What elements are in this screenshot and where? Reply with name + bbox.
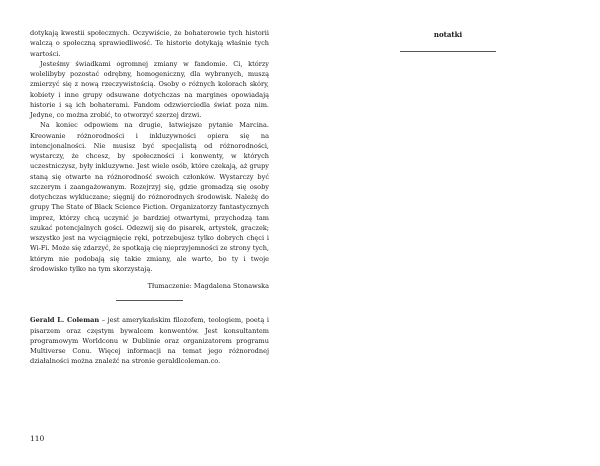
author-name: Gerald L. Coleman (30, 316, 100, 325)
author-bio (30, 315, 269, 366)
section-divider (116, 300, 183, 301)
left-column (30, 28, 269, 367)
paragraph-continuation: dotykają kwestii społecznych. Oczywiście, że bohaterowie tych historii walczą o społeczną sprawiedliwość. Te historie dotykają właśnie tych wartości. (30, 29, 269, 58)
author-bio-text: – jest amerykańskim filozofem, teologiem, poetą i pisarzem oraz częstym bywalcem konwentów. Jest konsultantem programowym Worldconu w Dublinie oraz organizatorem programu Multiverse Conu. Więcej informacji na temat jego różnorodnej działalności można znaleźć na stronie geraldlcoleman.co. (30, 316, 269, 366)
notes-column (400, 30, 496, 52)
translator-credit: Tłumaczenie: Magdalena Stonawska (147, 282, 269, 290)
notes-heading: notatki (433, 30, 463, 39)
paragraph-fandom-change: Jesteśmy świadkami ogromnej zmiany w fandomie. Ci, którzy wolelibyby pozostać odrębny, homogeniczny, dla wybranych, muszą zmierzyć się z nową rzeczywistością. Osoby o różnych kolorach skóry, kobiety i inne grupy odsuwane dotychczas na margines opowiadają historie i są ich bohaterami. Fandom odzwierciedla świat poza nim. Jedyne, co można zrobić, to otworzyć szerzej drzwi. (30, 59, 269, 119)
notes-line (400, 51, 496, 52)
paragraph-answer: Na koniec odpowiem na drugie, łatwiejsze pytanie Marcina. Kreowanie różnorodności i inkluzywności opiera się na intencjonalności. Nie musisz być specjalistą od różnorodności, wystarczy, że chcesz, by społeczności i konwenty, w których uczestniczysz, były inkluzywne. Jest wiele osób, które czekają, aż grupy staną się otwarte na różnorodność swoich członków. Wystarczy być szczerym i zaangażowanym. Rozejrzyj się, gdzie gromadzą się osoby dotychczas wykluczane; sięgnij do różnorodnych środowisk. Należę do grupy The State of Black Science Fiction. Organizatorzy fantastycznych imprez, którzy chcą uczynić je bardziej otwartymi, przychodzą tam szukać potencjalnych gości. Odezwij się do pisarek, artystek, graczek; wszystko jest na wyciągnięcie ręki, potrzebujesz tylko dobrych chęci i Wi-Fi. Może się zdarzyć, że spotkają cię nieprzyjemności ze strony tych, którym nie podobają się takie zmiany, ale warto, bo ty i twoje środowisko tylko na tym skorzystają. (30, 121, 269, 273)
page-number: 110 (30, 434, 45, 443)
